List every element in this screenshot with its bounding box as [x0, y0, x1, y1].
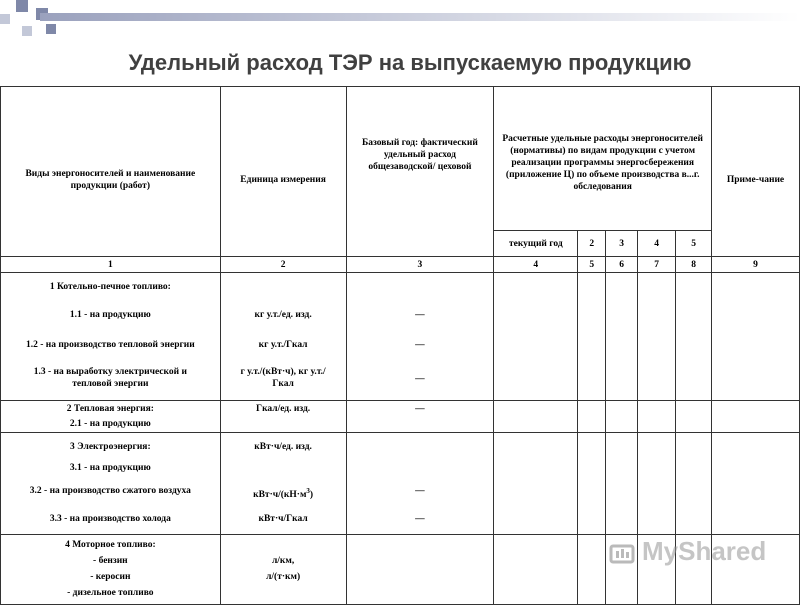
section-2-base	[346, 401, 494, 433]
subheader-year: 3	[606, 231, 638, 257]
unit-value: кг у.т./Гкал	[258, 340, 308, 350]
column-number: 8	[676, 257, 712, 273]
unit-value: Гкал/ед. изд.	[256, 404, 311, 414]
section-4-names	[1, 535, 221, 605]
subheader-year: 4	[638, 231, 676, 257]
row-label: - дизельное топливо	[67, 588, 154, 598]
base-value: —	[415, 374, 425, 384]
base-value: —	[415, 404, 425, 414]
row-label: 1.3 - на выработку электрической и тепловой энергии	[33, 367, 187, 389]
subheader-year: 5	[676, 231, 712, 257]
base-value: —	[415, 340, 425, 350]
base-value: —	[415, 310, 425, 320]
unit-value: кВт·ч/Гкал	[258, 514, 308, 524]
section-3-names	[1, 433, 221, 535]
section-4-units	[220, 535, 346, 605]
base-value: —	[415, 514, 425, 524]
unit-value: кг у.т./ед. изд.	[254, 310, 312, 320]
row-label: - бензин	[93, 556, 128, 566]
section-3-units	[220, 433, 346, 535]
section-title: 1 Котельно-печное топливо:	[49, 282, 171, 292]
section-1-units	[220, 273, 346, 401]
myshared-logo-icon	[608, 538, 638, 568]
row-label: - керосин	[90, 572, 131, 582]
section-title: 3 Электроэнергия:	[70, 442, 151, 452]
page-title: Удельный расход ТЭР на выпускаемую продукцию	[128, 50, 692, 75]
unit-value: л/(т·км)	[266, 572, 301, 582]
header-col-norms: Расчетные удельные расходы энергоносителей (нормативы) по видам продукции с учетом реализации программы энергосбережения (приложение Ц) по объеме производства в...г. обследования	[494, 87, 712, 231]
column-number: 1	[1, 257, 221, 273]
table-row	[1, 433, 800, 535]
header-col-note: Приме-чание	[712, 87, 800, 257]
section-3-base	[346, 433, 494, 535]
section-title: 4 Моторное топливо:	[65, 540, 156, 550]
table-row	[1, 401, 800, 433]
section-title: 2 Тепловая энергия:	[66, 404, 154, 414]
column-number: 5	[578, 257, 606, 273]
unit-value: кВт·ч/ед. изд.	[254, 442, 312, 452]
header-col-base: Базовый год: фактический удельный расход общезаводской/ цеховой	[346, 87, 494, 257]
column-number: 2	[220, 257, 346, 273]
row-label: 3.3 - на производство холода	[49, 514, 171, 524]
row-label: 3.2 - на производство сжатого воздуха	[29, 486, 191, 496]
section-2-units	[220, 401, 346, 433]
unit-value: $кВт\cdot ч/(кН\cdot м^3)$	[253, 487, 314, 501]
section-1-base	[346, 273, 494, 401]
row-label: 3.1 - на продукцию	[69, 463, 151, 473]
watermark: MyShared	[642, 536, 767, 566]
section-2-names	[1, 401, 221, 433]
column-number: 3	[346, 257, 494, 273]
column-number: 4	[494, 257, 578, 273]
column-number: 7	[638, 257, 676, 273]
unit-value: г у.т./(кВт·ч), кг у.т./Гкал	[240, 367, 326, 389]
header-col-unit: Единица измерения	[220, 87, 346, 257]
table-row	[1, 273, 800, 401]
column-number: 9	[712, 257, 800, 273]
row-label: 2.1 - на продукцию	[69, 419, 151, 429]
row-label: 1.2 - на производство тепловой энергии	[25, 340, 195, 350]
decorative-squares	[0, 0, 800, 40]
unit-value: л/км,	[271, 556, 295, 566]
subheader-current-year: текущий год	[494, 231, 578, 257]
column-number: 6	[606, 257, 638, 273]
base-value: —	[415, 486, 425, 496]
energy-table	[0, 86, 800, 605]
header-col-types: Виды энергоносителей и наименование продукции (работ)	[1, 87, 221, 257]
section-1-names	[1, 273, 221, 401]
subheader-year: 2	[578, 231, 606, 257]
row-label: 1.1 - на продукцию	[69, 310, 151, 320]
